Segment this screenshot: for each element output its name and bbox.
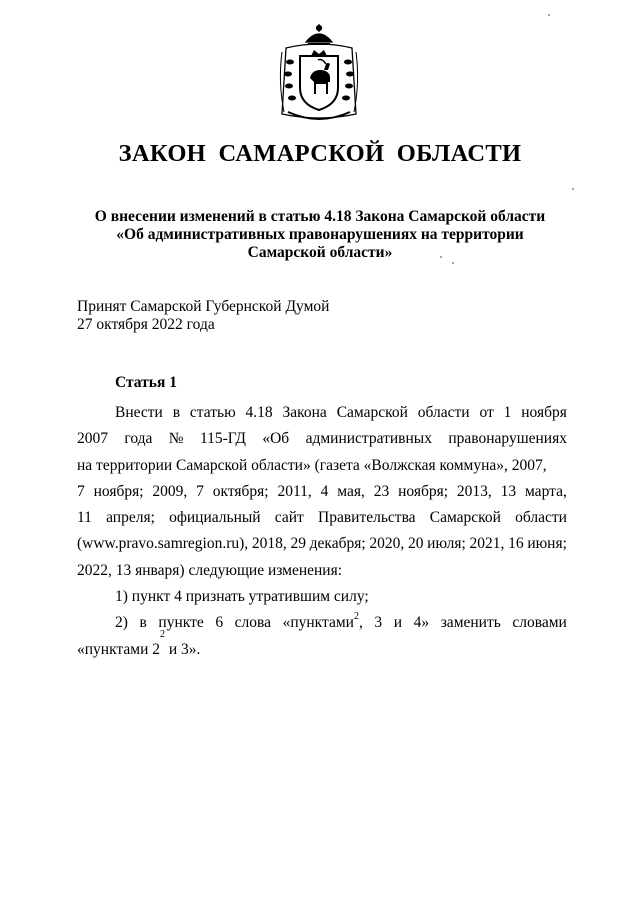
item2-word: заменить (440, 614, 501, 632)
intro-word: 29 (290, 535, 306, 553)
intro-word: официальный (169, 509, 261, 527)
item2-word: словами (512, 614, 567, 632)
item2-cont-a: «пунктами 2 (77, 640, 160, 658)
intro-word: Самарской (336, 404, 408, 421)
subject-line-2: «Об административных правонарушениях на территории (116, 226, 524, 243)
article-intro-line (77, 531, 567, 557)
intro-word: мая, (337, 482, 365, 500)
intro-word: 23 (373, 482, 390, 500)
item2-comma: , (358, 614, 363, 632)
law-subject (60, 208, 580, 262)
scan-speck (452, 262, 454, 264)
intro-word: Внести (115, 404, 163, 421)
article-intro-line (77, 558, 567, 584)
item2-word: и (393, 614, 403, 632)
intro-word: статью (189, 404, 236, 421)
intro-word: 20 (407, 535, 424, 553)
item2-word: «пунктами (282, 614, 354, 632)
intro-word: марта, (524, 482, 567, 500)
item2-word: пункте (158, 614, 204, 632)
article-intro (77, 400, 567, 584)
intro-word: 4.18 (245, 404, 273, 421)
law-title: ЗАКОН САМАРСКОЙ ОБЛАСТИ (118, 140, 522, 167)
adoption-date: 27 октября 2022 года (77, 316, 215, 333)
intro-word: 2013, (456, 482, 492, 500)
intro-word: «Об (262, 430, 290, 448)
intro-word: области (515, 509, 567, 527)
item2-word: в (139, 614, 147, 632)
intro-word: 4 (320, 482, 329, 500)
item2-word: слова (234, 614, 271, 632)
intro-word: июля; (427, 535, 466, 553)
intro-word: 2009, (152, 482, 188, 500)
item2-word: 3 (374, 614, 383, 632)
subject-line-3: Самарской области» (247, 244, 393, 261)
intro-word: апреля; (106, 509, 155, 527)
intro-word: года (124, 430, 153, 448)
intro-word: (www.pravo.samregion.ru), (77, 535, 249, 553)
intro-word: ноября; (93, 482, 144, 500)
item2-superscript: 2 (353, 611, 359, 623)
article-title: Статья 1 (115, 374, 177, 391)
article-intro-line (77, 426, 567, 452)
intro-word: 2020, (369, 535, 405, 553)
intro-word: Самарской (429, 509, 501, 527)
intro-word: Закона (282, 404, 327, 421)
intro-word: 2007 (77, 430, 108, 448)
intro-word: правонарушениях (448, 430, 567, 448)
article-intro-line (77, 479, 567, 505)
item2-word: 4» (413, 614, 430, 632)
scan-speck (440, 256, 442, 258)
coat-of-arms-emblem (276, 22, 362, 126)
item2-word: 2) (115, 614, 128, 632)
item2-cont-b: и 3». (165, 640, 201, 658)
scan-speck (548, 14, 550, 16)
article-intro-line (77, 400, 567, 426)
item2-word-group (283, 610, 363, 636)
subject-line-1: О внесении изменений в статью 4.18 Закона Самарской области (94, 208, 546, 225)
intro-word: в (172, 404, 181, 421)
intro-word: ноября; (398, 482, 449, 500)
item2-cont-sup: 2 (160, 628, 165, 640)
intro-word: № (168, 430, 184, 448)
article-intro-line (77, 505, 567, 531)
article-intro-line (77, 453, 567, 479)
intro-word: 7 (196, 482, 204, 500)
intro-word: сайт (274, 509, 304, 527)
intro-word: июня; (527, 535, 567, 553)
intro-word: области (417, 404, 470, 421)
article-item-2-continuation (77, 628, 567, 663)
adoption-note (77, 298, 557, 334)
intro-word: ноября (521, 404, 567, 421)
intro-word: от (479, 404, 494, 421)
intro-word: 2011, (277, 482, 312, 500)
intro-word: Правительства (318, 509, 416, 527)
intro-word: 7 (77, 482, 85, 500)
adoption-body: Принят Самарской Губернской Думой (77, 298, 330, 315)
intro-word: 2022, 13 января) следующие изменения: (77, 561, 343, 579)
article-item-2 (77, 610, 567, 636)
intro-word: 2018, (251, 535, 287, 553)
intro-word: октября; (212, 482, 269, 500)
intro-word: 11 (77, 509, 92, 527)
intro-word: 115-ГД (199, 430, 246, 448)
intro-word: 1 (503, 404, 512, 421)
intro-word: на территории Самарской области» (газета «Волжская коммуна», 2007, (77, 456, 547, 474)
intro-word: 2021, (469, 535, 505, 553)
article-body (77, 400, 567, 663)
scan-speck (572, 188, 574, 190)
article-item-1: 1) пункт 4 признать утратившим силу; (115, 588, 369, 606)
intro-word: административных (305, 430, 432, 448)
item2-word: 6 (215, 614, 224, 632)
intro-word: 13 (500, 482, 517, 500)
intro-word: декабря; (309, 535, 366, 553)
intro-word: 16 (508, 535, 524, 553)
